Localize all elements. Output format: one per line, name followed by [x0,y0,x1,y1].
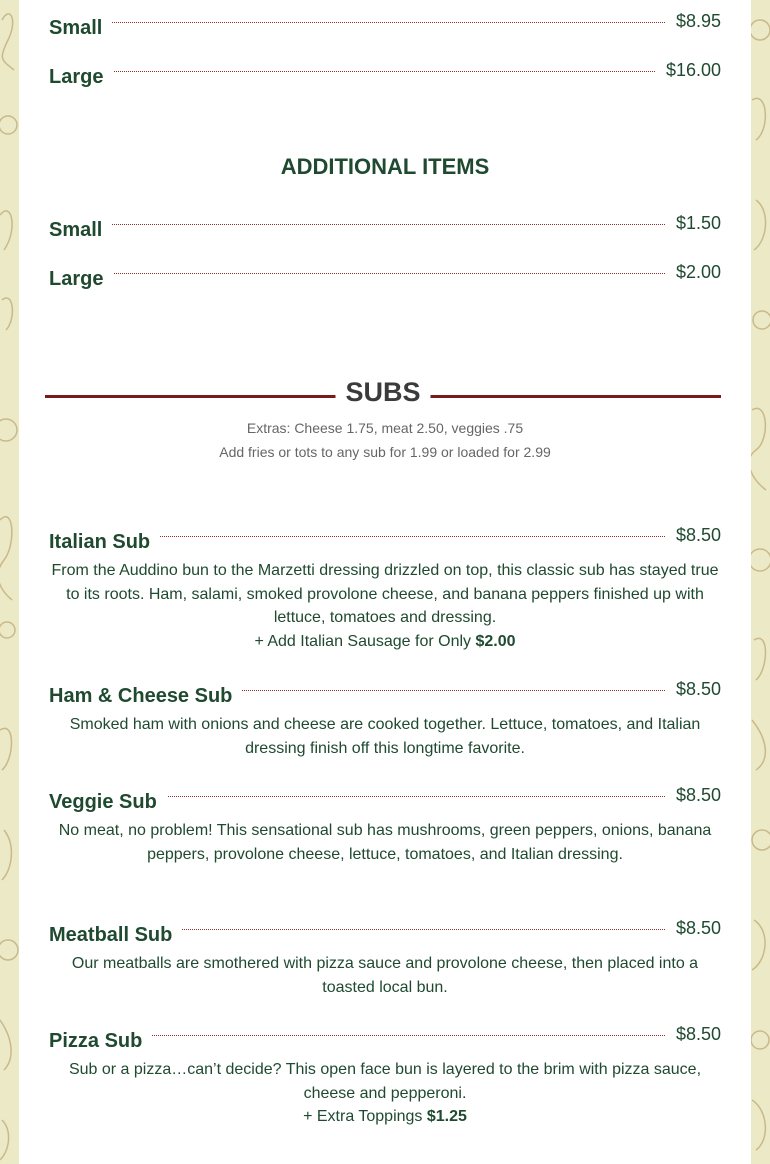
item-description [45,559,725,653]
addon-text: + Add Italian Sausage for Only [254,632,472,650]
item-name: Pizza Sub [49,1029,152,1053]
dot-leader [49,71,721,72]
price-row-small [49,10,721,40]
menu-item-pizza-sub [49,1023,721,1053]
menu-item-italian-sub [49,524,721,554]
price-value: $2.00 [666,261,721,283]
addon-price: $1.25 [426,1108,467,1125]
description-text: Sub or a pizza…can’t decide? This open face bun is layered to the brim with pizza sauce, cheese and pepperoni. [68,1061,702,1102]
additional-items-heading: ADDITIONAL ITEMS [280,154,490,179]
fries-note: Add fries or tots to any sub for 1.99 or loaded for 2.99 [219,444,551,460]
size-label: Small [49,16,112,40]
subs-heading: SUBS [335,374,430,410]
price-value: $1.50 [666,212,721,234]
addon-text: + Extra Toppings [303,1108,423,1125]
item-name: Ham & Cheese Sub [49,684,242,708]
dot-leader [49,273,721,274]
dot-leader [49,224,721,225]
item-price: $8.50 [666,524,721,546]
addon-line [45,1105,725,1129]
item-name: Meatball Sub [49,923,182,947]
item-description: Smoked ham with onions and cheese are cooked together. Lettuce, tomatoes, and Italian dressing finish off this longtime favorite. [69,716,701,757]
menu-item-ham-cheese-sub [49,678,721,708]
item-name: Veggie Sub [49,790,167,814]
subs-section-title [45,374,721,410]
item-description [45,1058,725,1129]
price-value: $16.00 [656,59,721,81]
item-description: Our meatballs are smothered with pizza sauce and provolone cheese, then placed into a toasted local bun. [71,955,699,996]
addon-price: $2.00 [475,632,516,650]
size-label: Small [49,218,112,242]
addon-line [45,630,725,654]
size-label: Large [49,267,113,291]
dot-leader [49,22,721,23]
description-text: From the Auddino bun to the Marzetti dressing drizzled on top, this classic sub has stayed true to its roots. Ham, salami, smoked provolone cheese, and banana peppers finished up with lettuce, tomatoes and dressing. [51,562,719,626]
additional-row-large [49,261,721,291]
price-value: $8.95 [666,10,721,32]
item-description: No meat, no problem! This sensational sub has mushrooms, green peppers, onions, banana peppers, provolone cheese, lettuce, tomatoes, and Italian dressing. [58,822,712,863]
item-name: Italian Sub [49,530,160,554]
menu-item-veggie-sub [49,784,721,814]
extras-note: Extras: Cheese 1.75, meat 2.50, veggies .75 [246,420,524,436]
additional-row-small [49,212,721,242]
price-row-large [49,59,721,89]
size-label: Large [49,65,113,89]
item-price: $8.50 [666,917,721,939]
item-price: $8.50 [666,1023,721,1045]
menu-item-meatball-sub [49,917,721,947]
item-price: $8.50 [666,678,721,700]
item-price: $8.50 [666,784,721,806]
